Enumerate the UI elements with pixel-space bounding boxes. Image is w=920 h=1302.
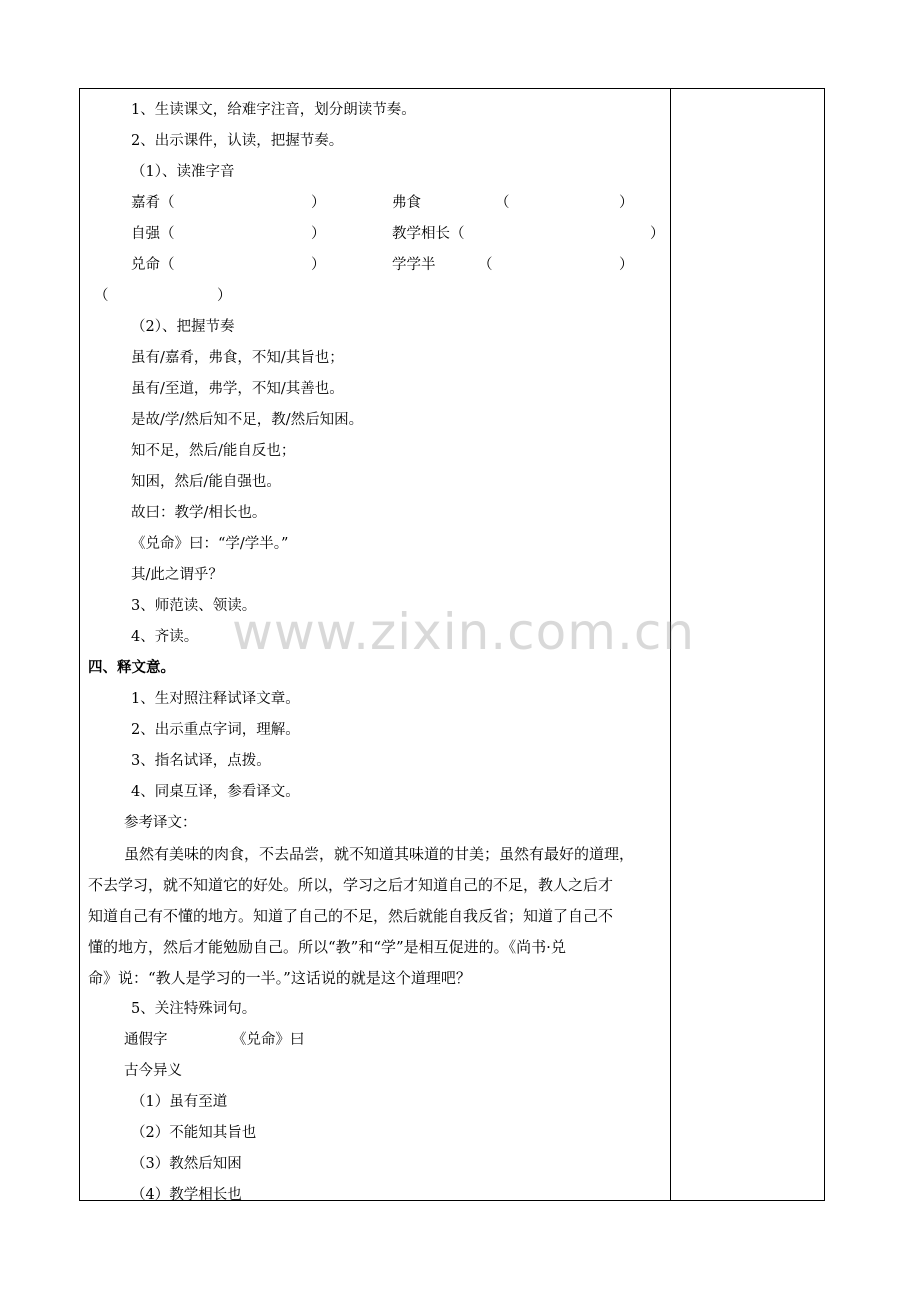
text-line: （2）不能知其旨也 <box>131 1125 257 1141</box>
text-line: （1）虽有至道 <box>131 1094 228 1110</box>
text-line: 知不足，然后/能自反也； <box>131 443 296 459</box>
text-line: 故曰：教学/相长也。 <box>131 505 267 521</box>
text-line: 2、出示重点字词，理解。 <box>131 722 300 738</box>
text-line: （4）教学相长也 <box>131 1187 242 1203</box>
pinyin-blank-end: ） <box>619 257 634 273</box>
text-line: 3、师范读、领读。 <box>131 598 257 614</box>
text-line: 4、同桌互译，参看译文。 <box>131 784 300 800</box>
pinyin-item: 学学半 <box>392 257 436 273</box>
pinyin-item: 嘉肴（ <box>131 195 175 211</box>
pinyin-blank-end: ） <box>217 288 232 304</box>
text-line: 古今异义 <box>124 1063 182 1079</box>
translation-line: 知道自己有不懂的地方。知道了自己的不足，然后就能自我反省；知道了自己不 <box>88 907 614 925</box>
pinyin-item: 自强（ <box>131 226 175 242</box>
text-line: 虽有/至道，弗学，不知/其善也。 <box>131 381 344 397</box>
text-line: （1）、读准字音 <box>131 164 235 180</box>
text-line: （2）、把握节奏 <box>131 319 235 335</box>
text-line: 通假字 <box>124 1032 168 1048</box>
text-line: 参考译文： <box>124 815 197 831</box>
text-line: 其/此之谓乎？ <box>131 567 223 583</box>
pinyin-blank-end: ） <box>311 226 326 242</box>
pinyin-blank-end: ） <box>311 257 326 273</box>
translation-line: 命》说：“教人是学习的一半。”这话说的就是这个道理吧？ <box>88 969 471 987</box>
text-line: 4、齐读。 <box>131 629 199 645</box>
translation-line: 懂的地方，然后才能勉励自己。所以“教”和“学”是相互促进的。《尚书·兑 <box>88 938 566 956</box>
pinyin-item: 教学相长（ <box>392 226 465 242</box>
watermark: www.zixin.com.cn <box>232 603 696 661</box>
pinyin-item: 兑命（ <box>131 257 175 273</box>
text-line: （3）教然后知困 <box>131 1156 242 1172</box>
text-line: 5、关注特殊词句。 <box>131 1001 257 1017</box>
pinyin-item: 弗食 <box>392 195 421 211</box>
text-line: 3、指名试译，点拨。 <box>131 753 271 769</box>
pinyin-blank-end: ） <box>619 195 634 211</box>
text-line: 1、生对照注释试译文章。 <box>131 691 300 707</box>
text-line: 知困，然后/能自强也。 <box>131 474 281 490</box>
text-line: 《兑命》曰 <box>232 1032 305 1048</box>
pinyin-blank-end: ） <box>311 195 326 211</box>
text-line: 1、生读课文，给难字注音，划分朗读节奏。 <box>131 102 416 118</box>
translation-line: 不去学习，就不知道它的好处。所以，学习之后才知道自己的不足，教人之后才 <box>88 876 614 894</box>
text-line: 虽有/嘉肴，弗食，不知/其旨也； <box>131 350 344 366</box>
pinyin-blank-start: （ <box>478 257 493 273</box>
section-heading: 四、释文意。 <box>88 659 175 676</box>
pinyin-blank-start: （ <box>495 195 510 211</box>
pinyin-blank-start: （ <box>94 288 109 304</box>
text-line: 2、出示课件，认读，把握节奏。 <box>131 133 344 149</box>
text-line: 是故/学/然后知不足，教/然后知困。 <box>131 412 364 428</box>
translation-line: 虽然有美味的肉食，不去品尝，就不知道其味道的甘美；虽然有最好的道理， <box>124 845 635 863</box>
pinyin-blank-end: ） <box>650 226 665 242</box>
text-line: 《兑命》曰：“学/学半。” <box>131 536 289 552</box>
